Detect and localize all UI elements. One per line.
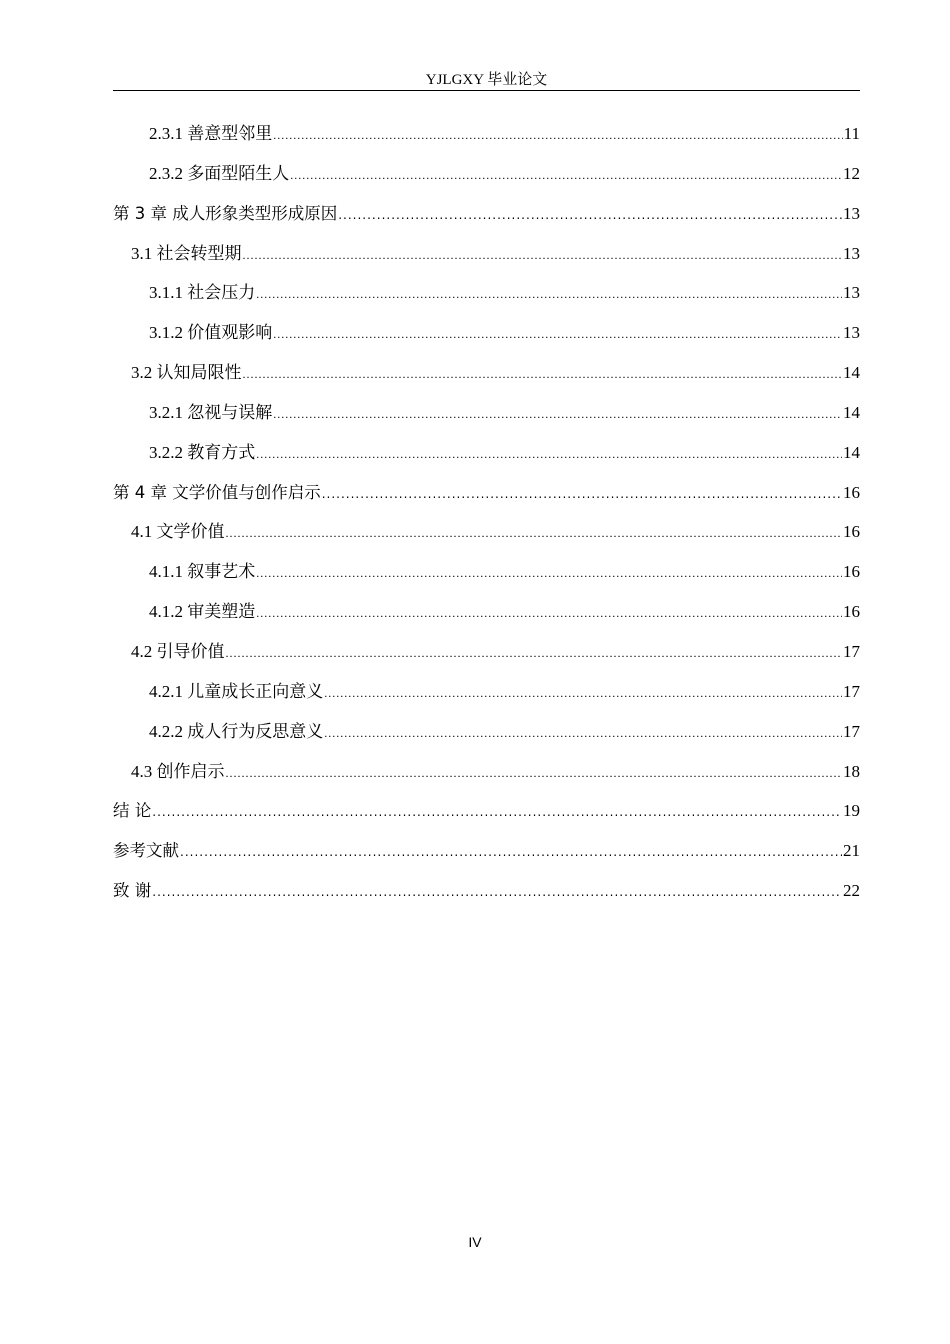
toc-dot-leader xyxy=(243,236,843,276)
toc-chapter-entry[interactable] xyxy=(113,831,860,871)
toc-dot-leader xyxy=(273,315,842,355)
toc-dot-leader xyxy=(322,475,842,515)
page-header: YJLGXY 毕业论文 xyxy=(425,72,548,88)
toc-entry-page: 16 xyxy=(843,522,860,542)
toc-dot-leader xyxy=(180,833,842,873)
toc-entry-label: 3.2.1 忽视与误解 xyxy=(149,402,273,422)
toc-entry-page: 17 xyxy=(843,641,860,661)
toc-dot-leader xyxy=(324,674,842,714)
header-rule xyxy=(113,90,860,91)
toc-entry-label: 4.2.1 儿童成长正向意义 xyxy=(149,681,324,701)
toc-entry-label: 结 论 xyxy=(113,801,152,821)
toc-entry-page: 13 xyxy=(843,203,860,223)
toc-section-entry[interactable] xyxy=(113,632,860,672)
toc-entry-page: 16 xyxy=(843,602,860,622)
toc-entry[interactable] xyxy=(113,712,860,752)
toc-entry-label: 4.1 文学价值 xyxy=(131,522,225,542)
toc-entry-label: 4.2.2 成人行为反思意义 xyxy=(149,721,324,741)
toc-section-entry[interactable] xyxy=(113,234,860,274)
toc-entry-label: 4.1.1 叙事艺术 xyxy=(149,562,256,582)
toc-chapter-entry[interactable] xyxy=(113,871,860,911)
toc-entry[interactable] xyxy=(113,592,860,632)
table-of-contents xyxy=(113,114,860,911)
toc-entry-page: 17 xyxy=(843,721,860,741)
toc-chapter-entry[interactable] xyxy=(113,473,860,513)
toc-dot-leader xyxy=(243,355,843,395)
toc-entry-page: 18 xyxy=(843,761,860,781)
toc-entry-page: 19 xyxy=(843,801,860,821)
toc-dot-leader xyxy=(256,435,842,475)
toc-entry-page: 13 xyxy=(843,243,860,263)
toc-entry[interactable] xyxy=(113,273,860,313)
toc-entry-label: 3.2.2 教育方式 xyxy=(149,442,256,462)
toc-dot-leader xyxy=(324,714,842,754)
toc-entry-label: 3.2 认知局限性 xyxy=(131,363,242,383)
toc-entry-page: 14 xyxy=(843,442,860,462)
toc-entry[interactable] xyxy=(113,552,860,592)
toc-dot-leader xyxy=(273,395,842,435)
toc-dot-leader xyxy=(256,594,842,634)
toc-entry-page: 12 xyxy=(843,163,860,183)
toc-entry-label: 4.2 引导价值 xyxy=(131,641,225,661)
toc-entry-label: 4.1.2 审美塑造 xyxy=(149,602,256,622)
toc-entry-label: 致 谢 xyxy=(113,881,152,901)
toc-entry-page: 14 xyxy=(843,363,860,383)
toc-entry-page: 16 xyxy=(843,562,860,582)
toc-entry-page: 13 xyxy=(843,323,860,343)
toc-entry[interactable] xyxy=(113,672,860,712)
toc-entry-label: 3.1 社会转型期 xyxy=(131,243,242,263)
toc-dot-leader xyxy=(338,196,842,236)
toc-entry[interactable] xyxy=(113,154,860,194)
toc-entry-label: 2.3.1 善意型邻里 xyxy=(149,124,273,143)
toc-entry-label: 3.1.1 社会压力 xyxy=(149,283,256,303)
toc-chapter-entry[interactable] xyxy=(113,194,860,234)
toc-dot-leader xyxy=(226,514,843,554)
toc-entry-label: 3.1.2 价值观影响 xyxy=(149,323,273,343)
toc-section-entry[interactable] xyxy=(113,512,860,552)
toc-entry-label: 第 4 章 文学价值与创作启示 xyxy=(113,482,321,502)
toc-entry-label: 第 3 章 成人形象类型形成原因 xyxy=(113,203,338,223)
toc-entry-label: 4.3 创作启示 xyxy=(131,761,225,781)
page-number: IV xyxy=(468,1234,482,1250)
toc-dot-leader xyxy=(290,156,842,196)
toc-dot-leader xyxy=(152,793,842,833)
toc-section-entry[interactable] xyxy=(113,353,860,393)
toc-entry[interactable] xyxy=(113,393,860,433)
toc-entry[interactable] xyxy=(113,433,860,473)
toc-entry-page: 11 xyxy=(843,124,860,143)
toc-entry-page: 13 xyxy=(843,283,860,303)
toc-entry-page: 17 xyxy=(843,681,860,701)
toc-section-entry[interactable] xyxy=(113,752,860,792)
toc-entry-page: 14 xyxy=(843,402,860,422)
toc-entry-label: 2.3.2 多面型陌生人 xyxy=(149,163,290,183)
toc-entry-page: 16 xyxy=(843,482,860,502)
toc-dot-leader xyxy=(273,116,842,156)
toc-entry[interactable] xyxy=(113,114,860,154)
toc-entry-page: 21 xyxy=(843,841,860,861)
toc-entry[interactable] xyxy=(113,313,860,353)
toc-dot-leader xyxy=(256,275,842,315)
toc-dot-leader xyxy=(152,873,842,913)
toc-entry-page: 22 xyxy=(843,881,860,901)
toc-dot-leader xyxy=(226,634,843,674)
toc-dot-leader xyxy=(256,554,842,594)
toc-dot-leader xyxy=(226,754,843,794)
toc-chapter-entry[interactable] xyxy=(113,791,860,831)
toc-entry-label: 参考文献 xyxy=(113,841,179,861)
